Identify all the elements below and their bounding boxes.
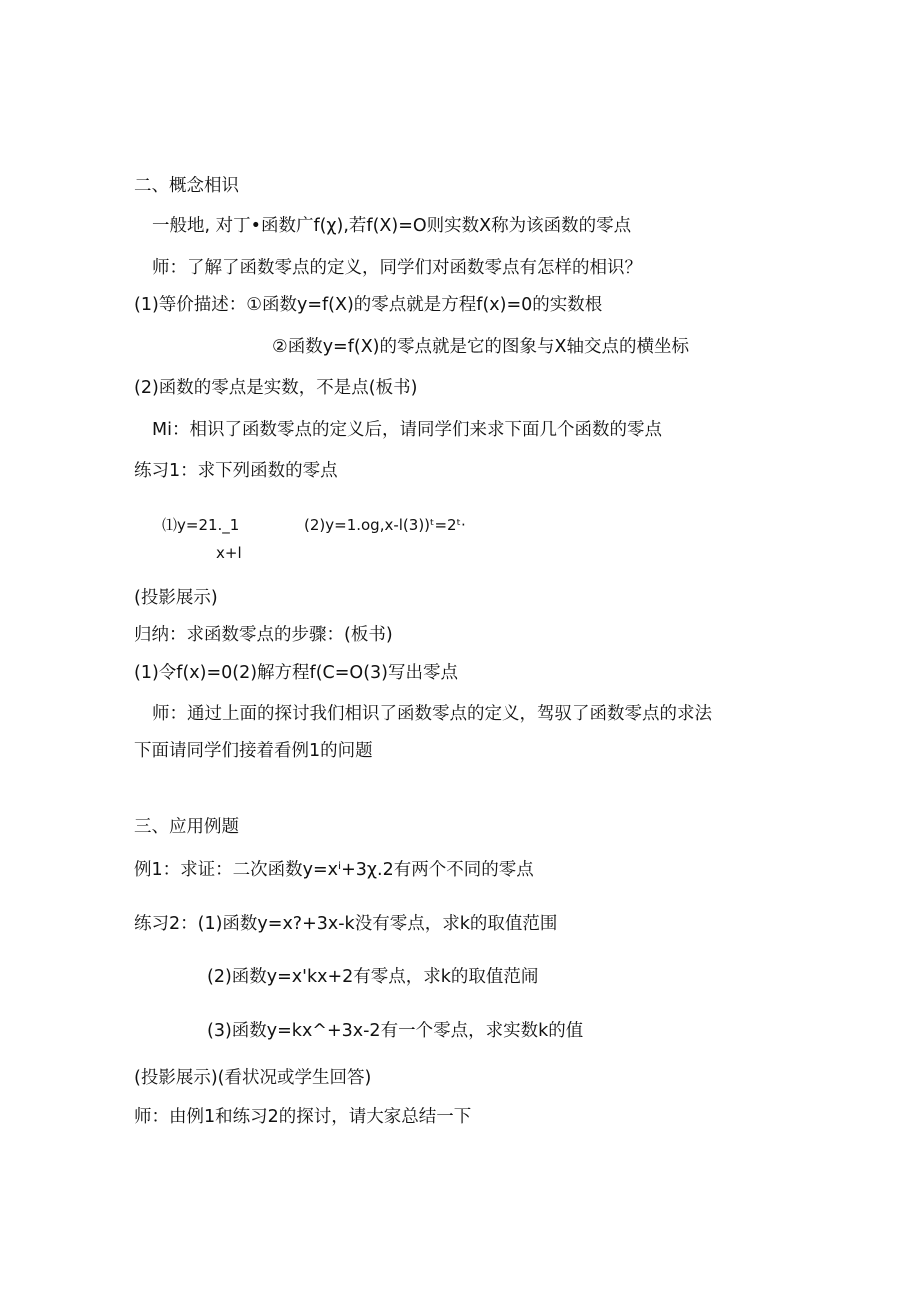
exercise2-item3: (3)函数y=kx^+3x-2有一个零点，求实数k的值 [207,1021,584,1041]
projection-note: (投影展示) [134,588,218,608]
example1-text: 例1：求证：二次函数y=xⁱ+3χ.2有两个不同的零点 [134,860,534,880]
section-heading-concept: 二、概念相识 [134,176,239,196]
exercise1-item1-denominator: x+l [216,544,242,562]
definition-text: 一般地, 对丁•函数广f(χ),若f(X)=O则实数X称为该函数的零点 [152,216,632,236]
teacher-summary: 师：由例1和练习2的探讨，请大家总结一下 [134,1107,472,1127]
teacher-transition: 师：通过上面的探讨我们相识了函数零点的定义，驾驭了函数零点的求法 [152,704,712,724]
equivalent-description-2: ②函数y=f(X)的零点就是它的图象与X轴交点的横坐标 [272,337,689,357]
summary-title: 归纳：求函数零点的步骤：(板书) [134,625,393,645]
steps-text: (1)令f(x)=0(2)解方程f(C=O(3)写出零点 [134,663,458,683]
section-heading-examples: 三、应用例题 [134,817,239,837]
teacher-prompt: Mi：相识了函数零点的定义后，请同学们来求下面几个函数的零点 [152,420,662,440]
exercise1-item2: (2)y=1.og,x-l(3))ᵗ=2ᵗ· [304,516,466,534]
exercise2-item2: (2)函数y=x'kx+2有零点，求k的取值范闹 [207,967,539,987]
exercise1-item1: ⑴y=21._1 [162,516,240,534]
exercise2-item1: 练习2：(1)函数y=x?+3x-k没有零点，求k的取值范围 [134,914,558,934]
projection-note-2: (投影展示)(看状况或学生回答) [134,1068,372,1088]
transition-continued: 下面请同学们接着看例1的问题 [134,741,373,761]
zero-is-number-note: (2)函数的零点是实数，不是点(板书) [134,378,418,398]
exercise1-title: 练习1：求下列函数的零点 [134,461,338,481]
equivalent-description-1: (1)等价描述：①函数y=f(X)的零点就是方程f(x)=0的实数根 [134,295,603,315]
teacher-question: 师：了解了函数零点的定义，同学们对函数零点有怎样的相识？ [152,258,642,278]
